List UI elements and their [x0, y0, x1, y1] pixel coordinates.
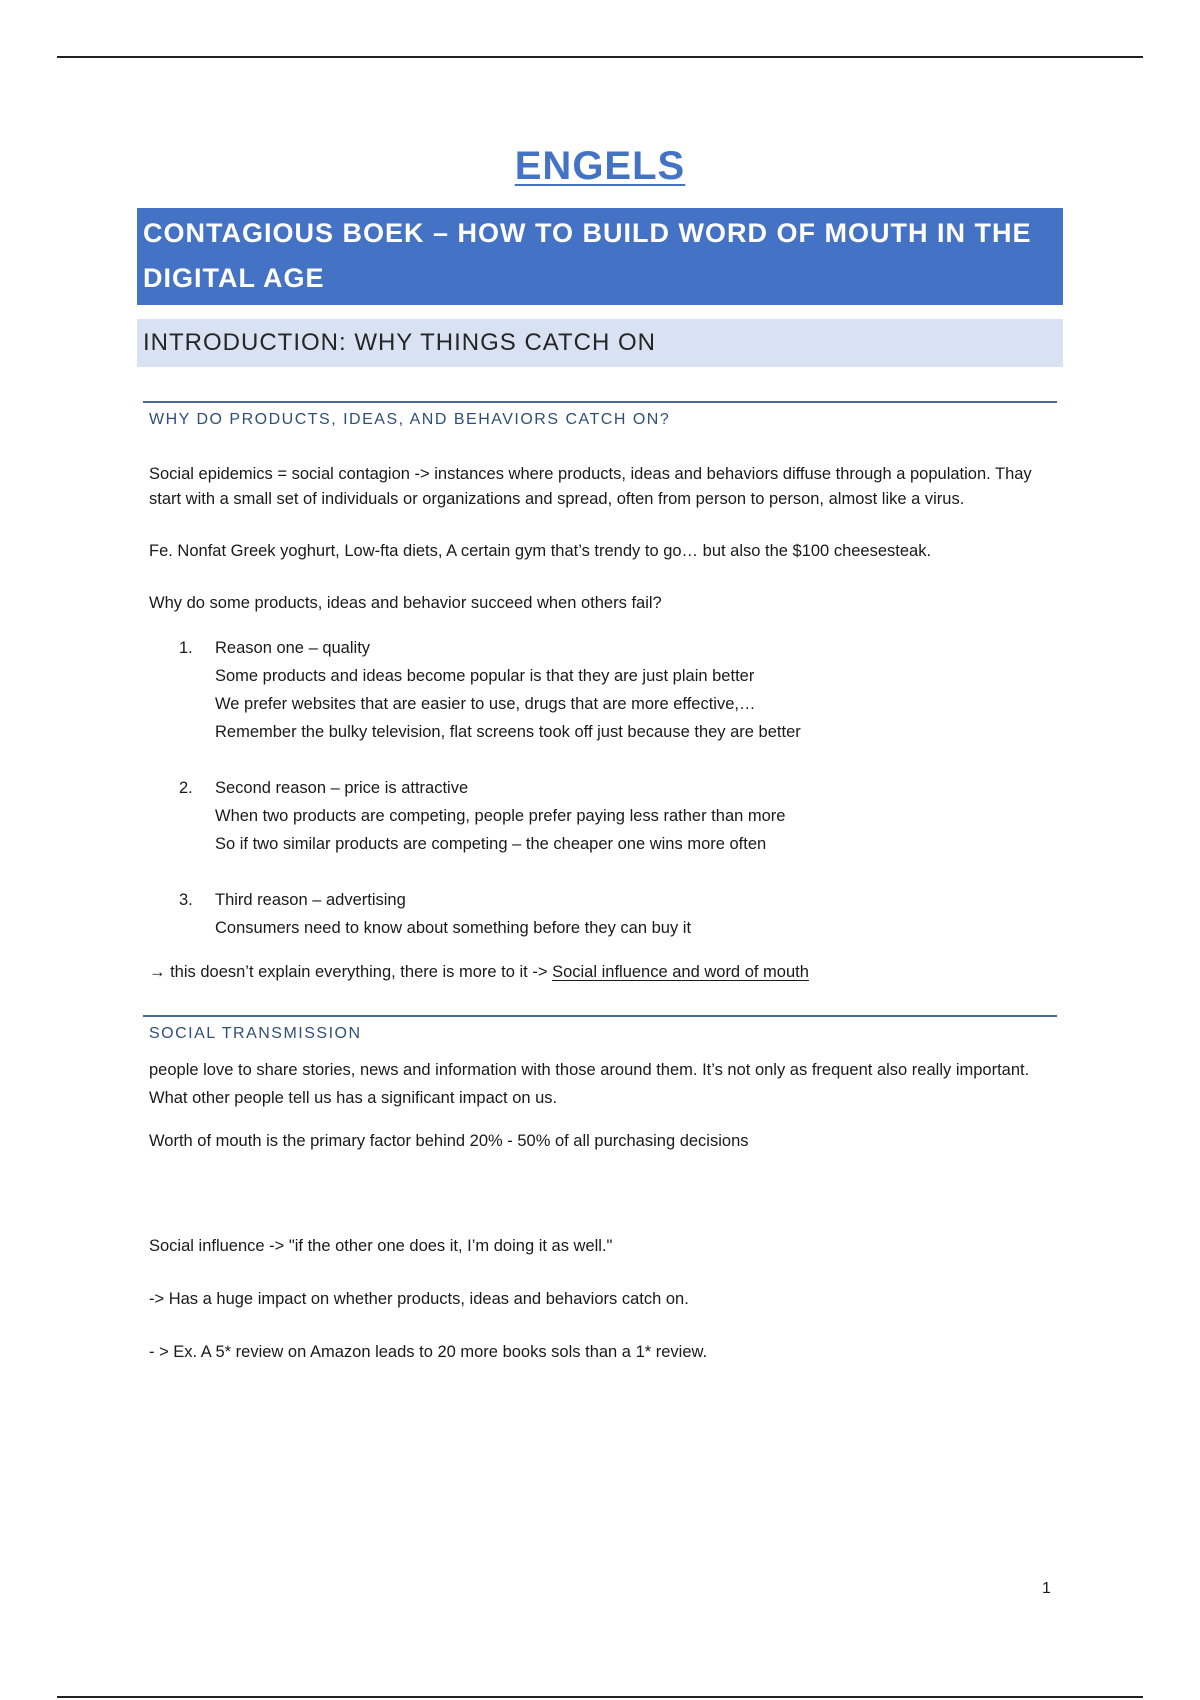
paragraph-social-epidemics: Social epidemics = social contagion -> instances where products, ideas and behaviors diffuse through a population. Thay start with a small set of individuals or organizations and spread, often from person to person, almost like a virus. — [149, 465, 1032, 508]
reason-line: So if two similar products are competing – the cheaper one wins more often — [215, 835, 767, 853]
list-item — [137, 774, 1063, 858]
list-number: 1. — [179, 639, 193, 657]
reason-title: Reason one – quality — [215, 639, 371, 657]
conclusion-text: → this doesn’t explain everything, there is more to it -> — [149, 963, 548, 981]
reasons-list — [137, 634, 1063, 942]
reason-title: Third reason – advertising — [215, 891, 406, 909]
reason-title: Second reason – price is attractive — [215, 779, 469, 797]
bottom-rule — [57, 1696, 1143, 1698]
reason-line: Consumers need to know about something before they can buy it — [215, 919, 692, 937]
paragraph-huge-impact: -> Has a huge impact on whether products, ideas and behaviors catch on. — [149, 1290, 689, 1308]
list-item — [137, 886, 1063, 942]
paragraph-review-example: - > Ex. A 5* review on Amazon leads to 20 more books sols than a 1* review. — [149, 1343, 708, 1361]
reason-line: We prefer websites that are easier to use, drugs that are more effective,… — [215, 695, 756, 713]
heading-1: CONTAGIOUS BOEK – HOW TO BUILD WORD OF MOUTH IN THE DIGITAL AGE — [137, 208, 1063, 305]
heading-2: INTRODUCTION: WHY THINGS CATCH ON — [137, 319, 1063, 367]
section-heading-why: WHY DO PRODUCTS, IDEAS, AND BEHAVIORS CATCH ON? — [143, 401, 1057, 432]
reason-line: Some products and ideas become popular is that they are just plain better — [215, 667, 755, 685]
list-number: 3. — [179, 891, 193, 909]
paragraph-purchasing: Worth of mouth is the primary factor behind 20% - 50% of all purchasing decisions — [149, 1132, 749, 1150]
paragraph-examples: Fe. Nonfat Greek yoghurt, Low-fta diets, A certain gym that’s trendy to go… but also the $100 cheesesteak. — [149, 542, 932, 560]
paragraph-social-influence: Social influence -> "if the other one does it, I’m doing it as well." — [149, 1237, 613, 1255]
top-rule — [57, 56, 1143, 58]
reason-line: Remember the bulky television, flat screens took off just because they are better — [215, 723, 801, 741]
reason-line: When two products are competing, people prefer paying less rather than more — [215, 807, 786, 825]
document-title: ENGELS — [514, 144, 686, 188]
page-number: 1 — [1042, 1580, 1051, 1597]
list-item — [137, 634, 1063, 746]
paragraph-share-stories: people love to share stories, news and information with those around them. It’s not only as frequent also really important. What other people tell us has a significant impact on us. — [149, 1061, 1030, 1107]
list-number: 2. — [179, 779, 193, 797]
conclusion-line — [143, 960, 1057, 985]
section-heading-social-transmission: SOCIAL TRANSMISSION — [143, 1015, 1057, 1046]
social-influence-link[interactable]: Social influence and word of mouth — [552, 963, 809, 981]
paragraph-question: Why do some products, ideas and behavior succeed when others fail? — [149, 594, 662, 612]
page-content — [137, 140, 1063, 1365]
